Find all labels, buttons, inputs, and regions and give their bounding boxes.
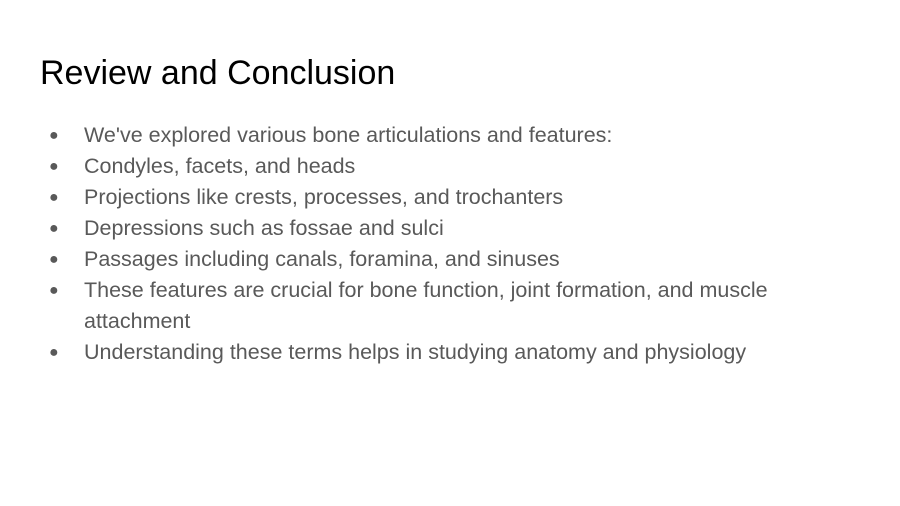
bullet-text: Passages including canals, foramina, and sinuses (84, 247, 560, 271)
bullet-item (40, 337, 860, 368)
bullet-text: Projections like crests, processes, and trochanters (84, 185, 564, 209)
bullet-text: Condyles, facets, and heads (84, 154, 356, 178)
bullet-text: Depressions such as fossae and sulci (84, 216, 444, 240)
bullet-item (40, 182, 860, 213)
bullet-list (40, 120, 860, 368)
slide-title: Review and Conclusion (40, 54, 396, 92)
bullet-dot-icon: ● (49, 251, 59, 268)
bullet-text: Understanding these terms helps in studying anatomy and physiology (84, 340, 747, 364)
bullet-dot-icon: ● (49, 220, 59, 237)
bullet-item (40, 213, 860, 244)
bullet-item (40, 120, 860, 151)
bullet-text: These features are crucial for bone function, joint formation, and muscle attachment (84, 278, 768, 333)
bullet-item (40, 151, 860, 182)
bullet-dot-icon: ● (49, 344, 59, 361)
bullet-dot-icon: ● (49, 127, 59, 144)
bullet-item (40, 275, 860, 337)
bullet-item (40, 244, 860, 275)
bullet-dot-icon: ● (49, 189, 59, 206)
bullet-dot-icon: ● (49, 158, 59, 175)
bullet-dot-icon: ● (49, 282, 59, 299)
bullet-text: We've explored various bone articulations and features: (84, 123, 613, 147)
